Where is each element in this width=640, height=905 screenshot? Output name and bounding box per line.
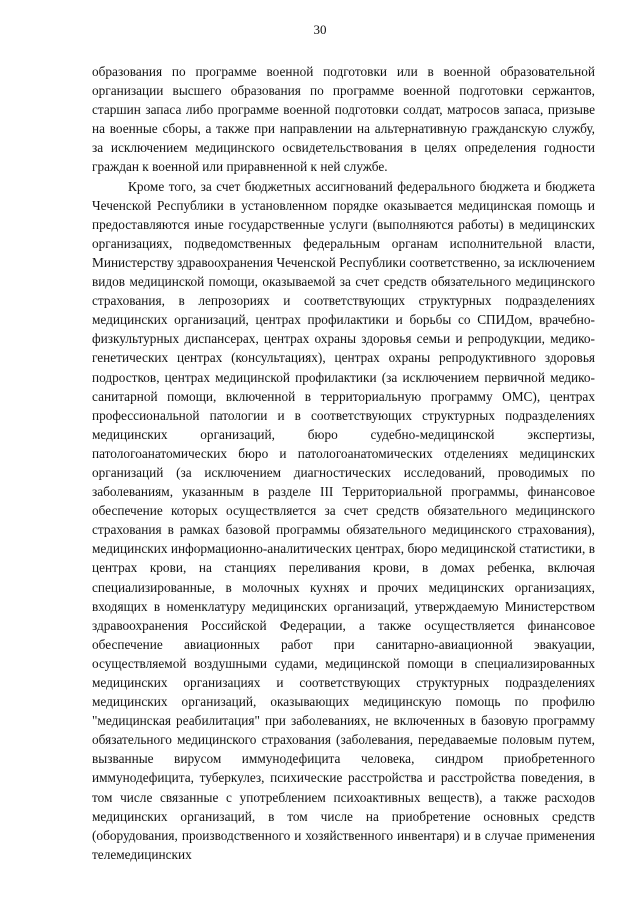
- paragraph-financing: Кроме того, за счет бюджетных ассигнований федерального бюджета и бюджета Чеченской Республики в установленном порядке оказывается медицинская помощь и предоставляются иные государственные услуги (выполняются работы) в медицинских организациях, подведомственных федеральным органам исполнительной власти, Министерству здравоохранения Чеченской Республики соответственно, за исключением видов медицинской помощи, оказываемой за счет средств обязательного медицинского страхования, в лепрозориях и соответствующих структурных подразделениях медицинских организаций, центрах профилактики и борьбы со СПИДом, врачебно-физкультурных диспансерах, центрах охраны здоровья семьи и репродукции, медико-генетических центрах (консультациях), центрах охраны репродуктивного здоровья подростков, центрах медицинской профилактики (за исключением первичной медико-санитарной помощи, включенной в территориальную программу ОМС), центрах профессиональной патологии и в соответствующих структурных подразделениях медицинских организаций, бюро судебно-медицинской экспертизы, патологоанатомических бюро и патологоанатомических отделениях медицинских организаций (за исключением диагностических исследований, проводимых по заболеваниям, указанным в разделе III Территориальной программы, финансовое обеспечение которых осуществляется за счет средств обязательного медицинского страхования в рамках базовой программы обязательного медицинского страхования), медицинских информационно-аналитических центрах, бюро медицинской статистики, в центрах крови, на станциях переливания крови, в домах ребенка, включая специализированные, в молочных кухнях и прочих медицинских организациях, входящих в номенклатуру медицинских организаций, утверждаемую Министерством здравоохранения Российской Федерации, а также осуществляется финансовое обеспечение авиационных работ при санитарно-авиационной эвакуации, осуществляемой воздушными судами, медицинской помощи в специализированных медицинских организациях и соответствующих структурных подразделениях медицинских организаций, оказывающих медицинскую помощь по профилю "медицинская реабилитация" при заболеваниях, не включенных в базовую программу обязательного медицинского страхования (заболевания, передаваемые половым путем, вызванные вирусом иммунодефицита человека, синдром приобретенного иммунодефицита, туберкулез, психические расстройства и расстройства поведения, в том числе связанные с употреблением психоактивных веществ), а также расходов медицинских организаций, в том числе на приобретение основных средств (оборудования, производственного и хозяйственного инвентаря) и в случае применения телемедицинских: [92, 178, 595, 862]
- paragraph-continuation: образования по программе военной подготовки или в военной образовательной организации высшего образования по программе военной подготовки сержантов, старшин запаса либо программе военной подготовки солдат, матросов запаса, призыве на военные сборы, а также при направлении на альтернативную гражданскую службу, за исключением медицинского освидетельствования в целях определения годности граждан к военной или приравненной к ней службе.: [92, 64, 595, 175]
- page-number: 30: [313, 22, 327, 37]
- document-body: [92, 62, 595, 864]
